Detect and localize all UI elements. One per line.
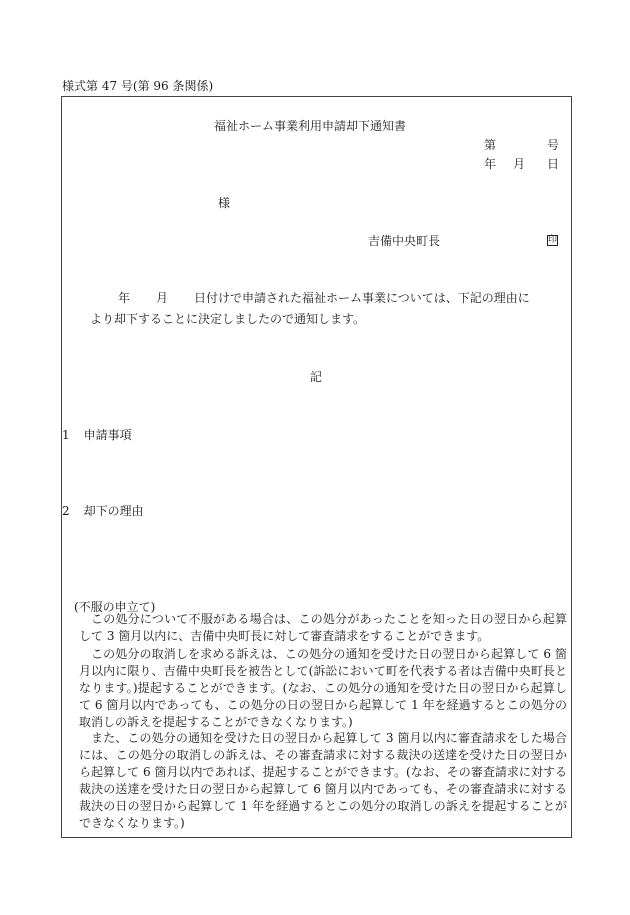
item-2 [62,505,144,517]
item-1 [62,429,132,441]
item-1-number: 1 [62,428,70,442]
body-year-label: 年 [118,291,131,305]
body-text-line1: 日付けで申請された福祉ホーム事業については、下記の理由に [194,291,530,305]
ki-heading: 記 [310,370,323,384]
form-number-label: 様式第 47 号(第 96 条関係) [62,79,214,93]
item-2-label: 却下の理由 [83,504,144,518]
appeal-heading: (不服の申立て) [74,600,156,614]
issuer-name: 吉備中央町長 [368,234,441,248]
date-year-label: 年 [484,157,497,171]
body-month-label: 月 [156,291,169,305]
date-month-label: 月 [513,157,526,171]
number-suffix: 号 [547,138,560,152]
number-prefix: 第 [484,138,497,152]
addressee-honorific: 様 [218,196,231,210]
document-title: 福祉ホーム事業利用申請却下通知書 [214,119,407,133]
appeal-paragraph-2: この処分の取消しを求める訴えは、この処分の通知を受けた日の翌日から起算して 6 箇月以内に限り、吉備中央町長を被告として(訴訟において町を代表する者は吉備中央町長となります。)提起することができます。(なお、この処分の通知を受けた日の翌日から起算して 6 箇月以内であっても、この処分の日の翌日から起算して 1 年を経過するとこの処分の取消しの訴えを提起することができなくなります。) [79,647,567,729]
appeal-paragraph-3: また、この処分の通知を受けた日の翌日から起算して 3 箇月以内に審査請求をした場合には、この処分の取消しの訴えは、その審査請求に対する裁決の送達を受けた日の翌日から起算して 6 箇月以内であれば、提起することができます。(なお、その審査請求に対する裁決の送達を受けた日の翌日から起算して 6 箇月以内であっても、その審査請求に対する裁決の日の翌日から起算して 1 年を経過するとこの処分の取消しの訴えを提起することができなくなります。) [79,731,567,830]
body-text-line2: より却下することに決定しましたので通知します。 [90,312,366,326]
item-2-number: 2 [62,504,70,518]
date-day-label: 日 [547,157,560,171]
appeal-paragraph-1: この処分について不服がある場合は、この処分があったことを知った日の翌日から起算して 3 箇月以内に、吉備中央町長に対して審査請求をすることができます。 [79,612,567,643]
item-1-label: 申請事項 [83,428,132,442]
seal-mark: 印 [548,235,558,245]
